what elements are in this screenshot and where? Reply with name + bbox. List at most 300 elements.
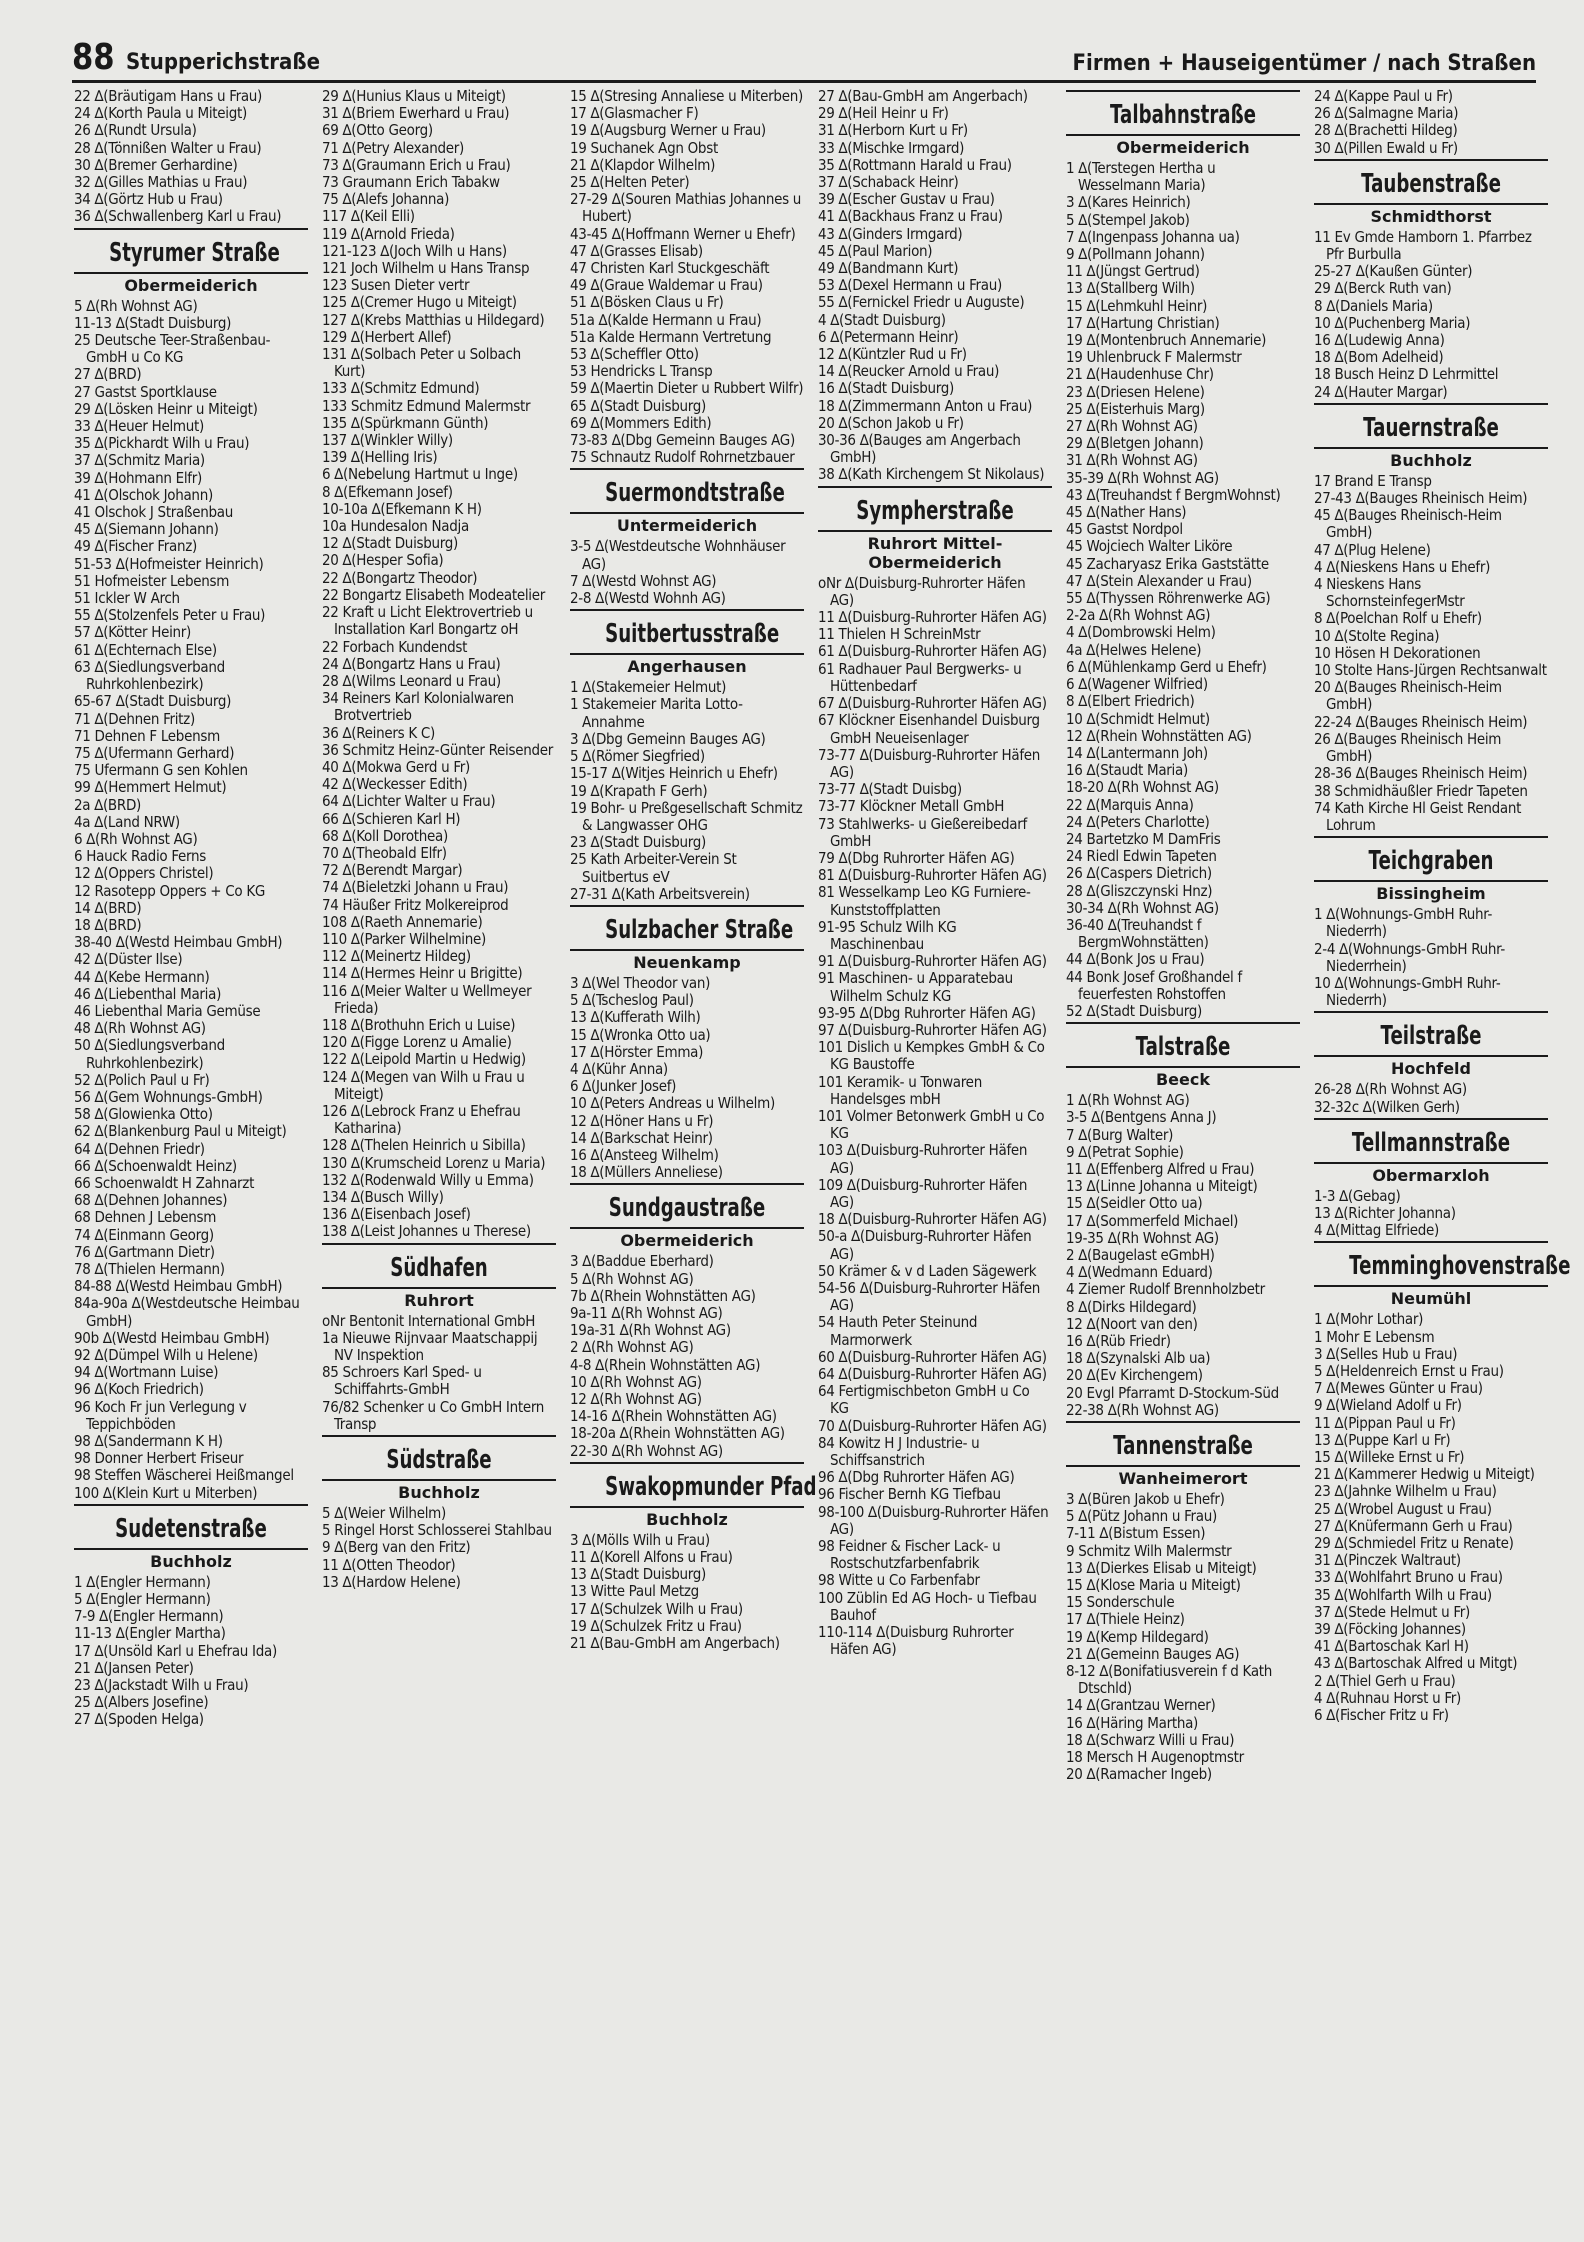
street-heading: Südstraße	[386, 1445, 492, 1476]
directory-entry: 21 ∆(Bau-GmbH am Angerbach)	[570, 1634, 780, 1653]
directory-entry: 16 ∆(Stadt Duisburg)	[818, 379, 954, 398]
directory-entry: 26 ∆(Bauges Rheinisch Heim GmbH)	[1314, 729, 1502, 766]
directory-entry: 15 ∆(Stresing Annaliese u Miterben)	[570, 87, 803, 105]
directory-entry: 114 ∆(Hermes Heinr u Brigitte)	[322, 964, 523, 983]
street-heading: Südhafen	[390, 1252, 488, 1283]
directory-entry: 4-8 ∆(Rhein Wohnstätten AG)	[570, 1355, 761, 1374]
directory-entry: 125 ∆(Cremer Hugo u Miteigt)	[322, 293, 517, 312]
directory-entry: 3 ∆(Baddue Eberhard)	[570, 1252, 714, 1271]
directory-entry: 1 ∆(Terstegen Hertha u Wesselmann Maria)	[1066, 159, 1216, 195]
directory-entry: 17 ∆(Glasmacher F)	[570, 104, 699, 123]
directory-entry: 18-20a ∆(Rhein Wohnstätten AG)	[570, 1424, 785, 1443]
directory-entry: 64 ∆(Lichter Walter u Frau)	[322, 792, 496, 811]
section-rule	[1314, 447, 1548, 449]
section-rule	[570, 468, 804, 470]
section-rule	[570, 1506, 804, 1508]
directory-entry: 137 ∆(Winkler Willy)	[322, 431, 453, 450]
directory-entry: 66 Schoenwaldt H Zahnarzt	[74, 1173, 255, 1192]
directory-entry: 4 ∆(Mittag Elfriede)	[1314, 1221, 1440, 1240]
directory-entry: 124 ∆(Megen van Wilh u Frau u Miteigt)	[322, 1067, 525, 1103]
directory-entry: 29 ∆(Heil Heinr u Fr)	[818, 104, 949, 123]
directory-entry: 8-12 ∆(Bonifatiusverein f d Kath Dtschld)	[1066, 1662, 1273, 1698]
directory-entry: 17 ∆(Hartung Christian)	[1066, 313, 1220, 332]
directory-entry: 31 ∆(Briem Ewerhard u Frau)	[322, 104, 510, 123]
directory-entry: 25 Deutsche Teer-Straßenbau-GmbH u Co KG	[74, 331, 271, 367]
directory-entry: 10 ∆(Puchenberg Maria)	[1314, 313, 1471, 332]
directory-entry: 10 ∆(Wohnungs-GmbH Ruhr-Niederrh)	[1314, 973, 1501, 1010]
directory-entry: 112 ∆(Meinertz Hildeg)	[322, 947, 471, 966]
directory-entry: 10-10a ∆(Efkemann K H)	[322, 499, 482, 518]
directory-entry: 6 ∆(Mühlenkamp Gerd u Ehefr)	[1066, 657, 1267, 676]
directory-entry: 1 ∆(Engler Hermann)	[74, 1572, 211, 1591]
directory-entry: 8 ∆(Elbert Friedrich)	[1066, 692, 1195, 711]
street-heading: Sympherstraße	[856, 495, 1014, 526]
directory-entry: 25 ∆(Albers Josefine)	[74, 1693, 209, 1712]
directory-entry: 61 ∆(Duisburg-Ruhrorter Häfen AG)	[818, 642, 1047, 661]
directory-entry: 8 ∆(Daniels Maria)	[1314, 296, 1433, 315]
directory-entry: 27 ∆(BRD)	[74, 365, 142, 384]
directory-entry: 79 ∆(Dbg Ruhrorter Häfen AG)	[818, 848, 1015, 867]
directory-entry: 9 ∆(Wieland Adolf u Fr)	[1314, 1396, 1462, 1415]
directory-entry: 33 ∆(Mischke Irmgard)	[818, 138, 965, 157]
district-heading: Bissingheim	[1376, 884, 1486, 904]
section-rule	[1066, 1066, 1300, 1068]
directory-entry: 2 ∆(Thiel Gerh u Frau)	[1314, 1671, 1456, 1690]
street-heading: Sundgaustraße	[608, 1193, 766, 1224]
directory-entry: 109 ∆(Duisburg-Ruhrorter Häfen AG)	[818, 1175, 1028, 1211]
directory-entry: 18 ∆(BRD)	[74, 915, 142, 934]
directory-entry: 29 ∆(Schmiedel Fritz u Renate)	[1314, 1533, 1514, 1552]
directory-entry: 71 Dehnen F Lebensm	[74, 726, 220, 745]
directory-entry: 98 Steffen Wäscherei Heißmangel	[74, 1466, 294, 1485]
column-5	[1066, 88, 1300, 2232]
directory-entry: 41 Olschok J Straßenbau	[74, 503, 233, 522]
directory-entry: 23 ∆(Stadt Duisburg)	[570, 833, 706, 852]
directory-entry: 35 ∆(Pickhardt Wilh u Frau)	[74, 434, 250, 453]
directory-entry: 132 ∆(Rodenwald Willy u Emma)	[322, 1170, 534, 1189]
section-rule	[570, 1227, 804, 1229]
directory-entry: 26-28 ∆(Rh Wohnst AG)	[1314, 1080, 1467, 1099]
street-heading: Temminghovenstraße	[1349, 1251, 1571, 1282]
directory-entry: 5 Ringel Horst Schlosserei Stahlbau	[322, 1521, 552, 1540]
directory-entry: 36 Schmitz Heinz-Günter Reisender	[322, 740, 553, 759]
directory-entry: 35 ∆(Rottmann Harald u Frau)	[818, 155, 1012, 174]
directory-entry: 41 ∆(Backhaus Franz u Frau)	[818, 207, 1003, 226]
directory-entry: 101 Dislich u Kempkes GmbH & Co KG Baustoffe	[818, 1038, 1045, 1074]
directory-entry: 29 ∆(Berck Ruth van)	[1314, 279, 1452, 298]
directory-entry: 100 ∆(Klein Kurt u Miterben)	[74, 1483, 258, 1502]
directory-entry: 5 ∆(Römer Siegfried)	[570, 747, 705, 766]
district-heading: Neumühl	[1390, 1289, 1472, 1309]
directory-entry: 29 ∆(Lösken Heinr u Miteigt)	[74, 399, 258, 418]
directory-entry: 5 ∆(Tscheslog Paul)	[570, 991, 694, 1010]
directory-entry: 4 ∆(Kühr Anna)	[570, 1059, 668, 1078]
directory-entry: 81 ∆(Duisburg-Ruhrorter Häfen AG)	[818, 866, 1047, 885]
directory-entry: 30-34 ∆(Rh Wohnst AG)	[1066, 898, 1219, 917]
directory-entry: 6 ∆(Wagener Wilfried)	[1066, 675, 1208, 694]
directory-entry: 103 ∆(Duisburg-Ruhrorter Häfen AG)	[818, 1141, 1028, 1177]
directory-entry: 25-27 ∆(Kaußen Günter)	[1314, 262, 1473, 281]
directory-entry: 37 ∆(Stede Helmut u Fr)	[1314, 1602, 1470, 1621]
directory-entry: 68 ∆(Koll Dorothea)	[322, 826, 448, 845]
directory-entry: 22-30 ∆(Rh Wohnst AG)	[570, 1441, 723, 1460]
directory-entry: 4 ∆(Ruhnau Horst u Fr)	[1314, 1688, 1461, 1707]
directory-entry: 21 ∆(Klapdor Wilhelm)	[570, 155, 716, 174]
directory-entry: 27-29 ∆(Souren Mathias Johannes u Hubert)	[570, 190, 802, 226]
directory-entry: 117 ∆(Keil Elli)	[322, 207, 415, 226]
directory-entry: 10 ∆(Peters Andreas u Wilhelm)	[570, 1094, 775, 1113]
directory-entry: 45 Wojciech Walter Liköre	[1066, 537, 1233, 556]
directory-entry: 21 ∆(Haudenhuse Chr)	[1066, 365, 1214, 384]
directory-entry: 10 ∆(Stolte Regina)	[1314, 626, 1440, 645]
directory-entry: 45 ∆(Nather Hans)	[1066, 503, 1187, 522]
section-rule	[1066, 90, 1300, 92]
directory-entry: 35-39 ∆(Rh Wohnst AG)	[1066, 468, 1219, 487]
directory-entry: 18 ∆(Duisburg-Ruhrorter Häfen AG)	[818, 1210, 1047, 1229]
column-2	[322, 88, 556, 2232]
directory-entry: 20 ∆(Bauges Rheinisch-Heim GmbH)	[1314, 678, 1502, 714]
directory-entry: 32 ∆(Gilles Mathias u Frau)	[74, 173, 248, 192]
directory-entry: 9 Schmitz Wilh Malermstr	[1066, 1541, 1232, 1560]
directory-entry: 44 ∆(Kebe Hermann)	[74, 967, 210, 986]
directory-entry: 27-43 ∆(Bauges Rheinisch Heim)	[1314, 489, 1528, 508]
directory-entry: 18 ∆(Schwarz Willi u Frau)	[1066, 1730, 1235, 1749]
directory-entry: 6 Hauck Radio Ferns	[74, 847, 206, 866]
directory-entry: 8 ∆(Dirks Hildegard)	[1066, 1297, 1197, 1316]
directory-entry: 24 Riedl Edwin Tapeten	[1066, 847, 1217, 866]
directory-entry: 35 ∆(Wohlfarth Wilh u Frau)	[1314, 1585, 1492, 1604]
directory-entry: 91 Maschinen- u Apparatebau Wilhelm Schulz KG	[818, 969, 1013, 1005]
directory-entry: 6 ∆(Nebelung Hartmut u Inge)	[322, 465, 518, 484]
street-heading: Tauernstraße	[1363, 412, 1499, 443]
section-rule	[818, 486, 1052, 488]
street-heading: Suitbertusstraße	[605, 619, 780, 650]
directory-entry: 98 Feidner & Fischer Lack- u Rostschutzfarbenfabrik	[818, 1537, 1001, 1573]
directory-entry: 11 Ev Gmde Hamborn 1. Pfarrbez Pfr Burbulla	[1314, 227, 1532, 264]
directory-entry: 4 ∆(Wedmann Eduard)	[1066, 1263, 1213, 1282]
directory-entry: 26 ∆(Caspers Dietrich)	[1066, 864, 1212, 883]
directory-entry: 15 ∆(Lehmkuhl Heinr)	[1066, 296, 1208, 315]
district-heading: Hochfeld	[1390, 1059, 1471, 1079]
directory-entry: oNr ∆(Duisburg-Ruhrorter Häfen AG)	[818, 573, 1026, 609]
directory-entry: 17 ∆(Sommerfeld Michael)	[1066, 1211, 1239, 1230]
directory-entry: 18 ∆(Müllers Anneliese)	[570, 1163, 723, 1182]
directory-entry: 74 ∆(Einmann Georg)	[74, 1225, 214, 1244]
directory-entry: 133 Schmitz Edmund Malermstr	[322, 396, 531, 415]
street-heading: Talbahnstraße	[1109, 100, 1257, 130]
directory-entry: 135 ∆(Spürkmann Günth)	[322, 413, 489, 432]
directory-entry: 32-32c ∆(Wilken Gerh)	[1314, 1097, 1460, 1116]
directory-entry: 10 Stolte Hans-Jürgen Rechtsanwalt	[1314, 661, 1547, 680]
section-rule	[570, 512, 804, 514]
directory-entry: 5 ∆(Pütz Johann u Frau)	[1066, 1507, 1217, 1526]
directory-entry: 33 ∆(Wohlfahrt Bruno u Frau)	[1314, 1568, 1503, 1587]
section-rule	[570, 905, 804, 907]
section-rule	[322, 1287, 556, 1289]
directory-entry: 62 ∆(Blankenburg Paul u Miteigt)	[74, 1122, 287, 1141]
directory-entry: 21 ∆(Gemeinn Bauges AG)	[1066, 1644, 1240, 1663]
directory-entry: 71 ∆(Petry Alexander)	[322, 138, 464, 157]
street-heading: Teilstraße	[1380, 1021, 1482, 1052]
street-heading: Sudetenstraße	[115, 1513, 267, 1544]
directory-entry: 28 ∆(Tönnißen Walter u Frau)	[74, 138, 262, 157]
directory-entry: 98-100 ∆(Duisburg-Ruhrorter Häfen AG)	[818, 1502, 1049, 1538]
directory-entry: 11 ∆(Effenberg Alfred u Frau)	[1066, 1159, 1255, 1178]
directory-entry: 27 Gastst Sportklause	[74, 382, 217, 401]
directory-entry: 10 ∆(Rh Wohnst AG)	[570, 1372, 702, 1391]
directory-entry: 30-36 ∆(Bauges am Angerbach GmbH)	[818, 431, 1021, 467]
directory-entry: 36 ∆(Schwallenberg Karl u Frau)	[74, 207, 282, 226]
directory-entry: 15 ∆(Wronka Otto ua)	[570, 1025, 711, 1044]
district-heading: Ruhrort	[404, 1290, 474, 1310]
directory-entry: 10 ∆(Schmidt Helmut)	[1066, 709, 1210, 728]
page-header	[72, 30, 1536, 83]
directory-entry: 17 Brand E Transp	[1314, 471, 1432, 490]
directory-entry: 78 ∆(Thielen Hermann)	[74, 1260, 225, 1278]
street-heading: Swakopmunder Pfad	[605, 1471, 817, 1502]
directory-entry: 12 ∆(Rhein Wohnstätten AG)	[1066, 726, 1252, 745]
directory-entry: 18 ∆(Szynalski Alb ua)	[1066, 1349, 1211, 1368]
section-rule	[322, 1479, 556, 1481]
directory-entry: 27-31 ∆(Kath Arbeitsverein)	[570, 884, 750, 903]
directory-entry: 27 ∆(Spoden Helga)	[74, 1710, 204, 1729]
directory-entry: 20 ∆(Schon Jakob u Fr)	[818, 413, 964, 432]
directory-entry: 10a Hundesalon Nadja	[322, 517, 469, 536]
directory-entry: 23 ∆(Driesen Helene)	[1066, 382, 1205, 401]
directory-entry: 84 Kowitz H J Industrie- u Schiffsanstrich	[818, 1433, 980, 1470]
directory-entry: 3 ∆(Dbg Gemeinn Bauges AG)	[570, 729, 766, 748]
directory-entry: 134 ∆(Busch Willy)	[322, 1188, 444, 1206]
directory-entry: 73 Graumann Erich Tabakw	[322, 173, 500, 192]
directory-entry: 20 ∆(Ramacher Ingeb)	[1066, 1765, 1212, 1784]
directory-entry: 92 ∆(Dümpel Wilh u Helene)	[74, 1346, 258, 1365]
section-rule	[1314, 1118, 1548, 1120]
street-heading: Styrumer Straße	[109, 237, 280, 268]
directory-entry: 39 ∆(Föcking Johannes)	[1314, 1620, 1466, 1638]
directory-entry: 10 Hösen H Dekorationen	[1314, 643, 1481, 662]
directory-entry: 2-8 ∆(Westd Wohnh AG)	[570, 589, 726, 608]
directory-entry: 55 ∆(Thyssen Röhrenwerke AG)	[1066, 589, 1271, 608]
directory-entry: 45 ∆(Paul Marion)	[818, 241, 933, 260]
directory-entry: 55 ∆(Stolzenfels Peter u Frau)	[74, 606, 266, 625]
district-heading: Buchholz	[1390, 450, 1472, 470]
directory-entry: 13 ∆(Linne Johanna u Miteigt)	[1066, 1177, 1258, 1196]
section-rule	[570, 609, 804, 611]
directory-entry: 19 ∆(Krapath F Gerh)	[570, 781, 708, 800]
directory-entry: 49 ∆(Fischer Franz)	[74, 537, 198, 556]
directory-entry: 11 ∆(Pippan Paul u Fr)	[1314, 1413, 1456, 1432]
directory-entry: 19 ∆(Kemp Hildegard)	[1066, 1627, 1209, 1646]
district-heading: Untermeiderich	[616, 516, 758, 536]
directory-entry: 69 ∆(Mommers Edith)	[570, 413, 712, 432]
directory-entry: 73 Stahlwerks- u Gießereibedarf GmbH	[818, 814, 1027, 850]
directory-entry: 57 ∆(Kötter Heinr)	[74, 623, 191, 642]
directory-entry: 18 Mersch H Augenoptmstr	[1066, 1748, 1244, 1767]
directory-entry: 29 ∆(Bletgen Johann)	[1066, 434, 1204, 453]
district-heading: Buchholz	[150, 1551, 232, 1571]
directory-entry: 3 ∆(Kares Heinrich)	[1066, 193, 1191, 212]
directory-entry: 48 ∆(Rh Wohnst AG)	[74, 1019, 206, 1038]
directory-entry: 73 ∆(Graumann Erich u Frau)	[322, 155, 511, 174]
directory-entry: 63 ∆(Siedlungsverband Ruhrkohlenbezirk)	[74, 657, 225, 694]
directory-entry: 51a Kalde Hermann Vertretung	[570, 327, 772, 346]
directory-entry: 19 ∆(Montenbruch Annemarie)	[1066, 331, 1267, 350]
directory-entry: 24 ∆(Bongartz Hans u Frau)	[322, 654, 501, 673]
directory-entry: 38-40 ∆(Westd Heimbau GmbH)	[74, 933, 283, 952]
directory-entry: 31 ∆(Pinczek Waltraut)	[1314, 1551, 1461, 1570]
directory-entry: 76 ∆(Gartmann Dietr)	[74, 1242, 215, 1261]
directory-entry: 16 ∆(Rüb Friedr)	[1066, 1332, 1171, 1350]
directory-entry: 8 ∆(Poelchan Rolf u Ehefr)	[1314, 609, 1482, 628]
directory-entry: 1a Nieuwe Rijnvaar Maatschappij NV Inspektion	[322, 1328, 538, 1365]
directory-entry: 75 Schnautz Rudolf Rohrnetzbauer	[570, 448, 795, 467]
directory-entry: 22 Bongartz Elisabeth Modeatelier	[322, 585, 545, 604]
directory-entry: 41 ∆(Bartoschak Karl H)	[1314, 1637, 1469, 1656]
directory-entry: 99 ∆(Hemmert Helmut)	[74, 778, 227, 797]
section-rule	[818, 530, 1052, 532]
directory-entry: 21 ∆(Kammerer Hedwig u Miteigt)	[1314, 1465, 1535, 1484]
directory-entry: 91-95 Schulz Wilh KG Maschinenbau	[818, 917, 957, 953]
directory-entry: 14 ∆(Lantermann Joh)	[1066, 743, 1208, 762]
district-heading: Ruhrort Mittel-Obermeiderich	[867, 533, 1003, 572]
directory-entry: 18-20 ∆(Rh Wohnst AG)	[1066, 778, 1219, 797]
directory-entry: 38 Schmidhäußler Friedr Tapeten	[1314, 781, 1528, 800]
directory-entry: 6 ∆(Rh Wohnst AG)	[74, 829, 198, 848]
section-rule	[1314, 836, 1548, 838]
directory-entry: 76/82 Schenker u Co GmbH Intern Transp	[322, 1397, 545, 1433]
directory-entry: 22 ∆(Bräutigam Hans u Frau)	[74, 87, 263, 105]
directory-entry: 61 Radhauer Paul Bergwerks- u Hüttenbedarf	[818, 659, 1022, 695]
directory-entry: 51 ∆(Bösken Claus u Fr)	[570, 293, 724, 312]
directory-entry: 127 ∆(Krebs Matthias u Hildegard)	[322, 310, 545, 329]
directory-entry: 4a ∆(Helwes Helene)	[1066, 640, 1202, 659]
directory-entry: 6 ∆(Fischer Fritz u Fr)	[1314, 1706, 1449, 1725]
directory-entry: 13 ∆(Hardow Helene)	[322, 1572, 461, 1591]
section-rule	[1314, 880, 1548, 882]
directory-entry: 23 ∆(Jackstadt Wilh u Frau)	[74, 1676, 249, 1695]
directory-entry: 50 Krämer & v d Laden Sägewerk	[818, 1261, 1037, 1280]
section-rule	[1314, 1162, 1548, 1164]
section-title: Firmen + Hauseigentümer / nach Straßen	[1072, 51, 1536, 76]
directory-entry: 84a-90a ∆(Westdeutsche Heimbau GmbH)	[74, 1294, 300, 1330]
section-rule	[74, 272, 308, 274]
directory-entry: 73-77 Klöckner Metall GmbH	[818, 797, 1005, 816]
directory-entry: 29 ∆(Hunius Klaus u Miteigt)	[322, 87, 506, 105]
directory-entry: 47 ∆(Grasses Elisab)	[570, 241, 703, 260]
directory-entry: 131 ∆(Solbach Peter u Solbach Kurt)	[322, 345, 521, 381]
district-heading: Obermeiderich	[124, 275, 258, 295]
street-heading: Taubenstraße	[1361, 168, 1501, 199]
directory-entry: 28-36 ∆(Bauges Rheinisch Heim)	[1314, 764, 1528, 783]
directory-entry: 5 ∆(Rh Wohnst AG)	[570, 1269, 694, 1288]
section-rule	[1314, 159, 1548, 161]
directory-entry: 98 Donner Herbert Friseur	[74, 1449, 244, 1468]
directory-entry: 44 Bonk Josef Großhandel f feuerfesten Rohstoffen	[1066, 967, 1242, 1003]
directory-entry: 118 ∆(Brothuhn Erich u Luise)	[322, 1015, 516, 1034]
section-rule	[570, 1183, 804, 1185]
directory-entry: 43 ∆(Ginders Irmgard)	[818, 224, 963, 243]
directory-entry: 91 ∆(Duisburg-Ruhrorter Häfen AG)	[818, 952, 1047, 971]
directory-entry: 51 Hofmeister Lebensm	[74, 571, 230, 590]
directory-entry: 28 ∆(Wilms Leonard u Frau)	[322, 671, 501, 690]
directory-entry: 40 ∆(Mokwa Gerd u Fr)	[322, 757, 470, 776]
directory-entry: 98 Witte u Co Farbenfabr	[818, 1571, 980, 1590]
directory-entry: 66 ∆(Schoenwaldt Heinz)	[74, 1156, 237, 1175]
directory-entry: 22 Forbach Kundendst	[322, 637, 468, 656]
street-heading: Tannenstraße	[1113, 1431, 1253, 1462]
directory-entry: 12 ∆(Oppers Christel)	[74, 864, 214, 883]
directory-entry: 64 ∆(Duisburg-Ruhrorter Häfen AG)	[818, 1365, 1047, 1384]
directory-entry: 11 ∆(Duisburg-Ruhrorter Häfen AG)	[818, 608, 1047, 627]
directory-entry: 43-45 ∆(Hoffmann Werner u Ehefr)	[570, 224, 796, 243]
column-4	[818, 88, 1052, 2232]
directory-entry: 14 ∆(Reucker Arnold u Frau)	[818, 362, 1000, 381]
directory-entry: 34 Reiners Karl Kolonialwaren Brotvertrieb	[322, 689, 514, 725]
directory-entry: 43 ∆(Treuhandst f BergmWohnst)	[1066, 485, 1281, 504]
directory-entry: 45 ∆(Bauges Rheinisch-Heim GmbH)	[1314, 506, 1502, 542]
section-rule	[74, 1504, 308, 1506]
directory-entry: 19a-31 ∆(Rh Wohnst AG)	[570, 1321, 731, 1340]
directory-entry: 3 ∆(Mölls Wilh u Frau)	[570, 1530, 710, 1549]
directory-entry: 28 ∆(Brachetti Hildeg)	[1314, 121, 1458, 140]
district-heading: Schmidthorst	[1370, 206, 1492, 226]
directory-entry: 47 ∆(Plug Helene)	[1314, 540, 1431, 559]
directory-entry: 38 ∆(Kath Kirchengem St Nikolaus)	[818, 465, 1045, 484]
directory-entry: 49 ∆(Graue Waldemar u Frau)	[570, 276, 763, 295]
directory-entry: 59 ∆(Maertin Dieter u Rubbert Wilfr)	[570, 379, 804, 398]
directory-entry: 71 ∆(Dehnen Fritz)	[74, 709, 195, 728]
directory-entry: 4 Nieskens Hans SchornsteinfegerMstr	[1314, 575, 1465, 611]
directory-entry: 22 ∆(Marquis Anna)	[1066, 795, 1194, 814]
directory-entry: 3 ∆(Selles Hub u Frau)	[1314, 1344, 1458, 1363]
section-rule	[1066, 134, 1300, 136]
directory-entry: 4 Ziemer Rudolf Brennholzbetr	[1066, 1280, 1265, 1299]
directory-entry: 25 ∆(Eisterhuis Marg)	[1066, 399, 1205, 418]
directory-entry: 64 ∆(Dehnen Friedr)	[74, 1139, 205, 1158]
directory-entry: 126 ∆(Lebrock Franz u Ehefrau Katharina)	[322, 1101, 521, 1138]
directory-entry: 12 Rasotepp Oppers + Co KG	[74, 881, 266, 900]
directory-entry: 21 ∆(Jansen Peter)	[74, 1658, 194, 1677]
directory-entry: 93-95 ∆(Dbg Ruhrorter Häfen AG)	[818, 1003, 1036, 1022]
directory-entry: 43 ∆(Bartoschak Alfred u Mitgt)	[1314, 1654, 1518, 1673]
directory-entry: 8 ∆(Efkemann Josef)	[322, 482, 453, 501]
directory-entry: 39 ∆(Hohmann Elfr)	[74, 468, 202, 487]
directory-entry: 9 ∆(Pollmann Johann)	[1066, 245, 1205, 264]
district-heading: Wanheimerort	[1118, 1469, 1248, 1489]
section-rule	[1314, 1055, 1548, 1057]
directory-entry: 54-56 ∆(Duisburg-Ruhrorter Häfen AG)	[818, 1279, 1041, 1315]
directory-entry: 1 Mohr E Lebensm	[1314, 1327, 1435, 1346]
directory-entry: 17 ∆(Schulzek Wilh u Frau)	[570, 1599, 743, 1618]
directory-entry: 25 Kath Arbeiter-Verein St Suitbertus eV	[570, 850, 737, 886]
directory-entry: 23 ∆(Jahnke Wilhelm u Frau)	[1314, 1482, 1497, 1501]
section-rule	[322, 1243, 556, 1245]
directory-entry: 73-83 ∆(Dbg Gemeinn Bauges AG)	[570, 431, 795, 450]
district-heading: Buchholz	[398, 1483, 480, 1503]
directory-entry: 56 ∆(Gem Wohnungs-GmbH)	[74, 1087, 263, 1106]
directory-entry: 73-77 ∆(Stadt Duisbg)	[818, 780, 962, 799]
directory-entry: 11-13 ∆(Engler Martha)	[74, 1624, 226, 1643]
street-heading: Tellmannstraße	[1351, 1127, 1511, 1158]
directory-entry: 116 ∆(Meier Walter u Wellmeyer Frieda)	[322, 981, 532, 1017]
directory-entry: 101 Volmer Betonwerk GmbH u Co KG	[818, 1106, 1045, 1143]
directory-entry: 4 ∆(Nieskens Hans u Ehefr)	[1314, 557, 1491, 576]
directory-entry: 101 Keramik- u Tonwaren Handelsges mbH	[818, 1072, 982, 1108]
directory-entry: 74 Häußer Fritz Molkereiprod	[322, 895, 509, 914]
directory-entry: 16 ∆(Ludewig Anna)	[1314, 331, 1445, 350]
directory-entry: 70 ∆(Theobald Elfr)	[322, 843, 447, 862]
directory-entry: 31 ∆(Rh Wohnst AG)	[1066, 451, 1198, 470]
